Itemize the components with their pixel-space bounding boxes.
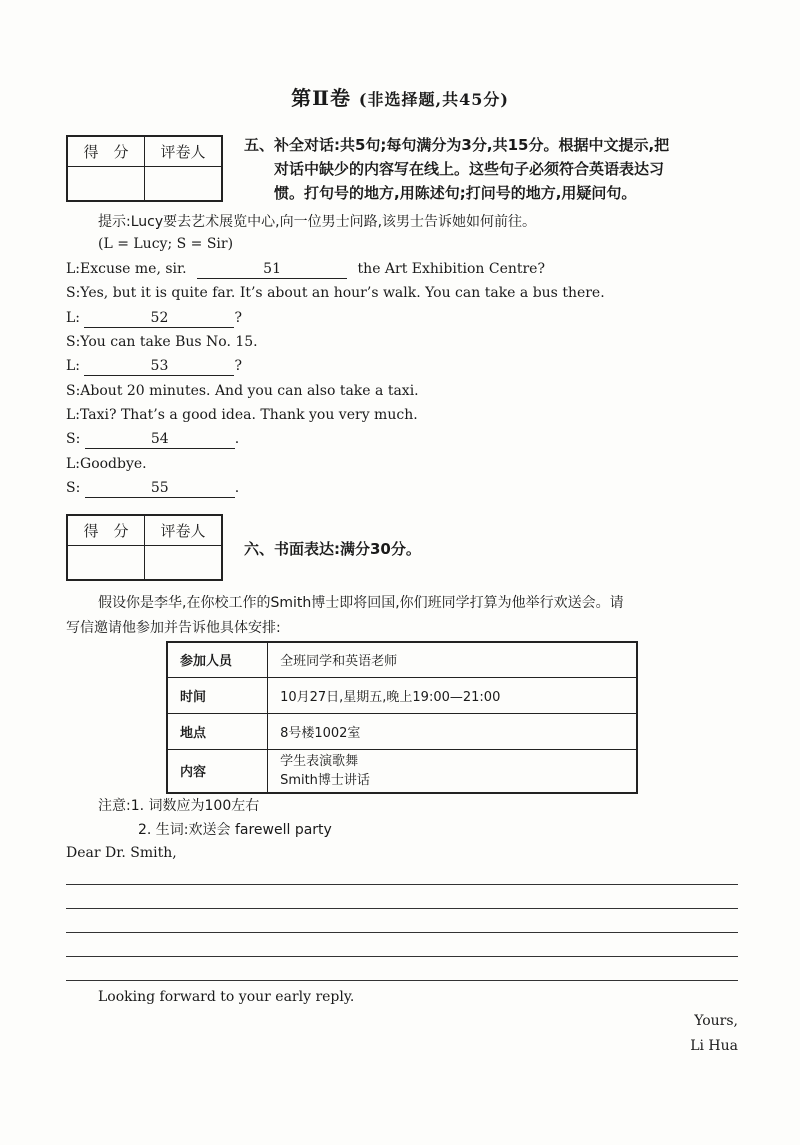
section5-instruction-line: 惯。打句号的地方,用陈述句;打问号的地方,用疑问句。 <box>274 184 637 202</box>
dialogue-text: S: <box>66 480 81 496</box>
score-cell[interactable] <box>67 546 145 581</box>
score-label: 得 分 <box>67 515 145 546</box>
answer-blank-51[interactable] <box>197 261 347 279</box>
grader-cell[interactable] <box>145 546 223 581</box>
grader-label: 评卷人 <box>145 136 223 167</box>
writing-line[interactable] <box>66 980 738 981</box>
dialogue-line: S:Yes, but it is quite far. It’s about an hour’s walk. You can take a bus there. <box>66 285 605 301</box>
score-box-section5 <box>66 135 223 202</box>
table-value-line: 学生表演歌舞 <box>280 753 359 769</box>
note-line: 2. 生词:欢送会 farewell party <box>138 822 332 838</box>
grader-cell[interactable] <box>145 167 223 202</box>
blank-number: 51 <box>263 261 281 277</box>
letter-salutation: Dear Dr. Smith, <box>66 845 177 861</box>
table-row <box>167 642 637 677</box>
section5-instruction-line: 对话中缺少的内容写在线上。这些句子必须符合英语表达习 <box>274 160 665 178</box>
part-title <box>0 82 800 111</box>
blank-number: 55 <box>150 480 169 496</box>
writing-prompt-line: 写信邀请他参加并告诉他具体安排: <box>66 620 281 636</box>
part-title-main: 第Ⅱ卷 <box>291 86 351 110</box>
letter-closing: Looking forward to your early reply. <box>98 989 355 1005</box>
dialogue-text: S: <box>66 431 81 447</box>
dialogue-line: L:Taxi? That’s a good idea. Thank you very much. <box>66 407 418 423</box>
table-value <box>268 749 637 793</box>
dialogue-line-52 <box>66 310 242 328</box>
score-cell[interactable] <box>67 167 145 202</box>
dialogue-text: . <box>234 431 240 447</box>
table-value: 8号楼1002室 <box>268 713 637 749</box>
part-title-subtitle: (非选择题,共45分) <box>358 90 509 109</box>
dialogue-line-55 <box>66 480 239 498</box>
table-key: 参加人员 <box>167 642 268 677</box>
dialogue-line-51 <box>66 261 545 279</box>
dialogue-text: ? <box>234 358 242 374</box>
dialogue-line: S:You can take Bus No. 15. <box>66 334 258 350</box>
note-line: 注意:1. 词数应为100左右 <box>98 798 260 814</box>
table-value-line: Smith博士讲话 <box>280 772 370 788</box>
section6-instruction: 六、书面表达:满分30分。 <box>244 540 421 558</box>
table-value: 10月27日,星期五,晚上19:00—21:00 <box>268 677 637 713</box>
arrangement-table <box>166 641 638 794</box>
section5-hint: 提示:Lucy要去艺术展览中心,向一位男士问路,该男士告诉她如何前往。 <box>98 214 537 230</box>
answer-blank-54[interactable] <box>85 431 235 449</box>
writing-line[interactable] <box>66 908 738 909</box>
blank-number: 53 <box>150 358 169 374</box>
table-row <box>167 713 637 749</box>
writing-line[interactable] <box>66 956 738 957</box>
table-key: 地点 <box>167 713 268 749</box>
speaker-key: (L = Lucy; S = Sir) <box>98 236 234 252</box>
letter-signature: Li Hua <box>690 1038 738 1054</box>
dialogue-text: . <box>234 480 240 496</box>
score-label: 得 分 <box>67 136 145 167</box>
score-box-section6 <box>66 514 223 581</box>
grader-label: 评卷人 <box>145 515 223 546</box>
section5-instruction <box>244 133 669 205</box>
section5-instruction-line: 五、补全对话:共5句;每句满分为3分,共15分。根据中文提示,把 <box>244 136 670 154</box>
writing-line[interactable] <box>66 884 738 885</box>
dialogue-text: ? <box>234 310 242 326</box>
answer-blank-55[interactable] <box>85 480 235 498</box>
dialogue-text: L:Excuse me, sir. <box>66 261 187 277</box>
table-row <box>167 749 637 793</box>
dialogue-line-54 <box>66 431 239 449</box>
answer-blank-52[interactable] <box>84 310 234 328</box>
blank-number: 52 <box>150 310 169 326</box>
dialogue-text: L: <box>66 310 81 326</box>
letter-signoff: Yours, <box>694 1013 738 1029</box>
dialogue-text: L: <box>66 358 81 374</box>
table-row <box>167 677 637 713</box>
table-key: 内容 <box>167 749 268 793</box>
table-value: 全班同学和英语老师 <box>268 642 637 677</box>
table-key: 时间 <box>167 677 268 713</box>
dialogue-text: the Art Exhibition Centre? <box>357 261 545 277</box>
dialogue-line-53 <box>66 358 242 376</box>
writing-line[interactable] <box>66 932 738 933</box>
blank-number: 54 <box>150 431 169 447</box>
answer-blank-53[interactable] <box>84 358 234 376</box>
dialogue-line: L:Goodbye. <box>66 456 147 472</box>
dialogue-line: S:About 20 minutes. And you can also take a taxi. <box>66 383 419 399</box>
writing-prompt-line: 假设你是李华,在你校工作的Smith博士即将回国,你们班同学打算为他举行欢送会。请 <box>98 595 624 611</box>
